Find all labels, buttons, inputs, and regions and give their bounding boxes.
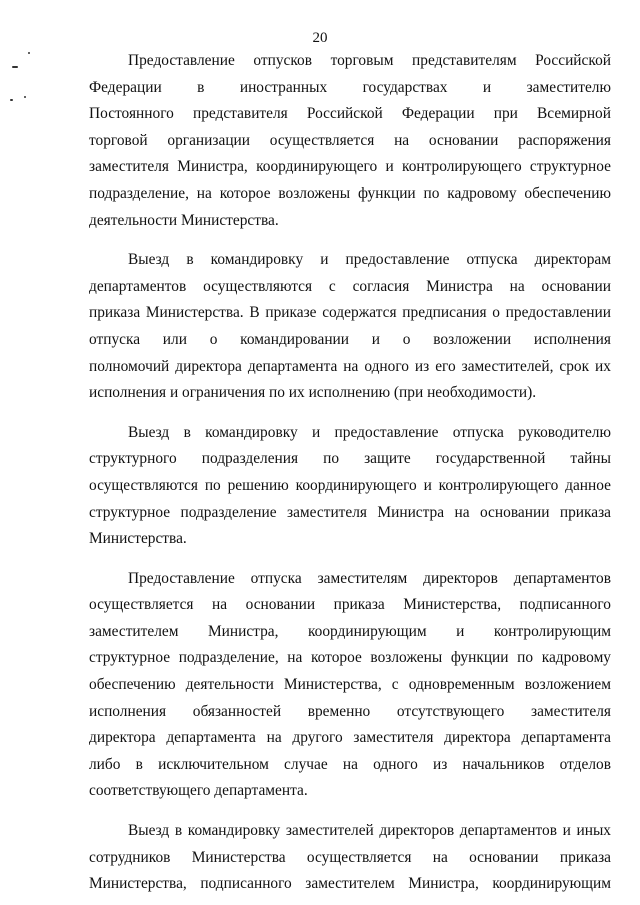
text-line: заместителем Министра, координирующим и контролирующим [89, 622, 611, 640]
text-line: Выезд в командировку и предоставление отпуска директорам [128, 251, 611, 269]
paragraph [89, 48, 611, 234]
text-line: обеспечению деятельности Министерства, с одновременным возложением [89, 676, 611, 694]
scan-speck [12, 66, 18, 68]
text-line: Федерации в иностранных государствах и заместителю [89, 78, 611, 96]
text-line: департаментов осуществляются с согласия Министра на основании [89, 277, 611, 295]
paragraph [89, 247, 611, 407]
text-line: исполнения обязанностей временно отсутствующего заместителя [89, 702, 611, 720]
text-line: полномочий директора департамента на одного из его заместителей, срок их [89, 357, 611, 375]
text-line: Министерства, подписанного заместителем Министра, координирующим [89, 875, 611, 893]
text-line: осуществляется на основании приказа Министерства, подписанного [89, 596, 611, 614]
paragraph [89, 818, 611, 898]
scan-speck [10, 99, 13, 101]
text-line: Постоянного представителя Российской Федерации при Всемирной [89, 105, 611, 123]
text-line: Выезд в командировку заместителей директоров департаментов и иных [128, 822, 611, 840]
text-line: Выезд в командировку и предоставление отпуска руководителю [128, 423, 611, 441]
document-body [89, 48, 611, 898]
paragraph [89, 566, 611, 805]
text-line: Министерства. [89, 530, 187, 548]
text-line: Предоставление отпусков торговым представителям Российской [128, 52, 611, 69]
text-line: сотрудников Министерства осуществляется на основании приказа [89, 848, 611, 866]
scan-speck [24, 96, 26, 98]
text-line: либо в исключительном случае на одного из начальников отделов [89, 755, 611, 773]
text-line: структурное подразделение, на которое возложены функции по кадровому [89, 649, 611, 667]
text-line: торговой организации осуществляется на основании распоряжения [89, 131, 611, 149]
text-line: приказа Министерства. В приказе содержатся предписания о предоставлении [89, 304, 611, 322]
text-line: осуществляются по решению координирующего и контролирующего данное [89, 476, 611, 494]
text-line: структурного подразделения по защите государственной тайны [89, 450, 611, 468]
text-line: директора департамента на другого заместителя директора департамента [89, 729, 611, 747]
text-line: Предоставление отпуска заместителям директоров департаментов [128, 569, 611, 587]
text-line: соответствующего департамента. [89, 782, 308, 800]
text-line: отпуска или о командировании и о возложении исполнения [89, 330, 611, 348]
scan-speck [28, 52, 30, 54]
text-line: подразделение, на которое возложены функции по кадровому обеспечению [89, 184, 611, 202]
text-line: исполнения и ограничения по их исполнению (при необходимости). [89, 384, 537, 402]
text-line: деятельности Министерства. [89, 211, 279, 229]
text-line: заместителя Министра, координирующего и контролирующего структурное [89, 158, 611, 176]
paragraph [89, 420, 611, 553]
text-line: структурное подразделение заместителя Министра на основании приказа [89, 503, 611, 521]
page-number: 20 [312, 30, 328, 46]
